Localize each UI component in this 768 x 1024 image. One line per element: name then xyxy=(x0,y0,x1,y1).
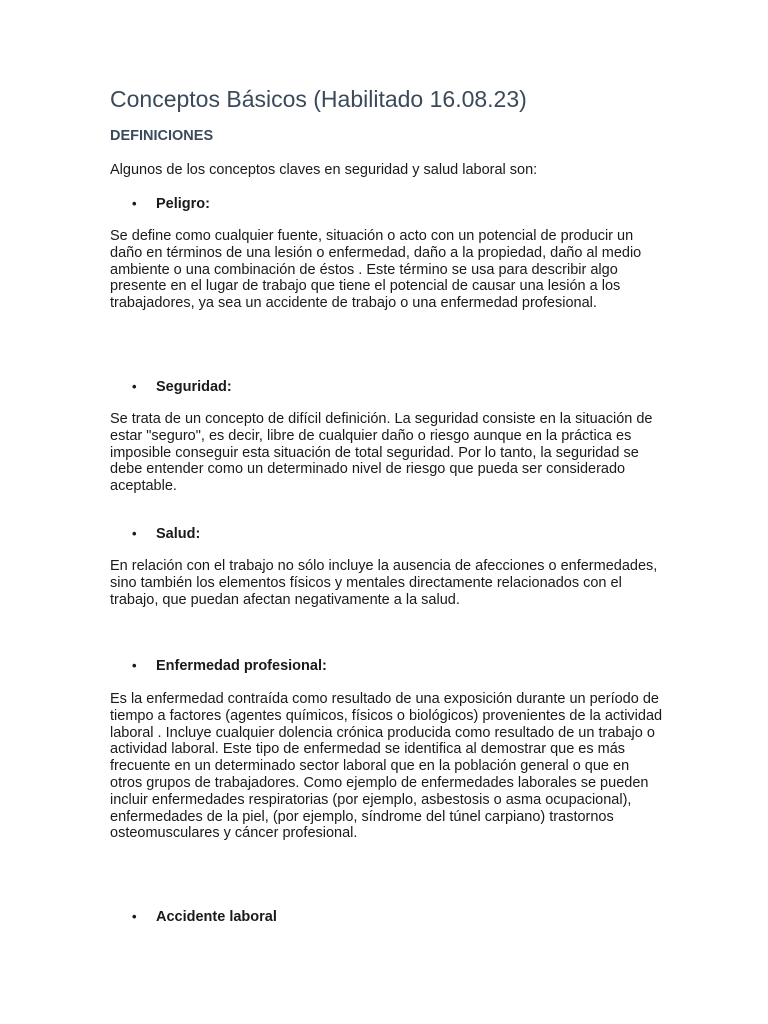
definition-enfermedad-profesional: Es la enfermedad contraída como resultado de una exposición durante un período de tiempo a factores (agentes químicos, físicos o biológicos) provenientes de la actividad laboral . Incluye cualquier dolencia crónica producida como resultado de un trabajo o actividad laboral. Este tipo de enfermedad se identifica al demostrar que es más frecuente en un determinado sector laboral que en la población general o que en otros grupos de trabajadores. Como ejemplo de enfermedades laborales se pueden incluir enfermedades respiratorias (por ejemplo, asbestosis o asma ocupacional), enfermedades de la piel, (por ejemplo, síndrome del túnel carpiano) trastornos osteomusculares y cáncer profesional. xyxy=(110,691,663,842)
term-label: Enfermedad profesional: xyxy=(156,658,327,674)
bullet-icon: • xyxy=(132,196,137,211)
term-label: Accidente laboral xyxy=(156,909,277,925)
intro-paragraph: Algunos de los conceptos claves en seguridad y salud laboral son: xyxy=(110,162,538,178)
term-label: Peligro: xyxy=(156,196,210,212)
bullet-icon: • xyxy=(132,379,137,394)
page-title: Conceptos Básicos (Habilitado 16.08.23) xyxy=(110,86,527,112)
definition-peligro: Se define como cualquier fuente, situación o acto con un potencial de producir un daño en términos de una lesión o enfermedad, daño a la propiedad, daño al medio ambiente o una combinación de éstos . Este término se usa para describir algo presente en el lugar de trabajo que tiene el potencial de causar una lesión a los trabajadores, ya sea un accidente de trabajo o una enfermedad profesional. xyxy=(110,228,642,312)
bullet-icon: • xyxy=(132,526,137,541)
section-heading: DEFINICIONES xyxy=(110,128,214,144)
bullet-icon: • xyxy=(132,909,137,924)
definition-salud: En relación con el trabajo no sólo incluye la ausencia de afecciones o enfermedades, sino también los elementos físicos y mentales directamente relacionados con el trabajo, que puedan afectan negativamente a la salud. xyxy=(110,558,658,608)
term-label: Seguridad: xyxy=(156,379,232,395)
bullet-icon: • xyxy=(132,658,137,673)
definition-seguridad: Se trata de un concepto de difícil definición. La seguridad consiste en la situación de estar "seguro", es decir, libre de cualquier daño o riesgo aunque en la práctica es imposible conseguir esta situación de total seguridad. Por lo tanto, la seguridad se debe entender como un determinado nivel de riesgo que pueda ser considerado aceptable. xyxy=(110,411,653,495)
term-label: Salud: xyxy=(156,526,201,542)
